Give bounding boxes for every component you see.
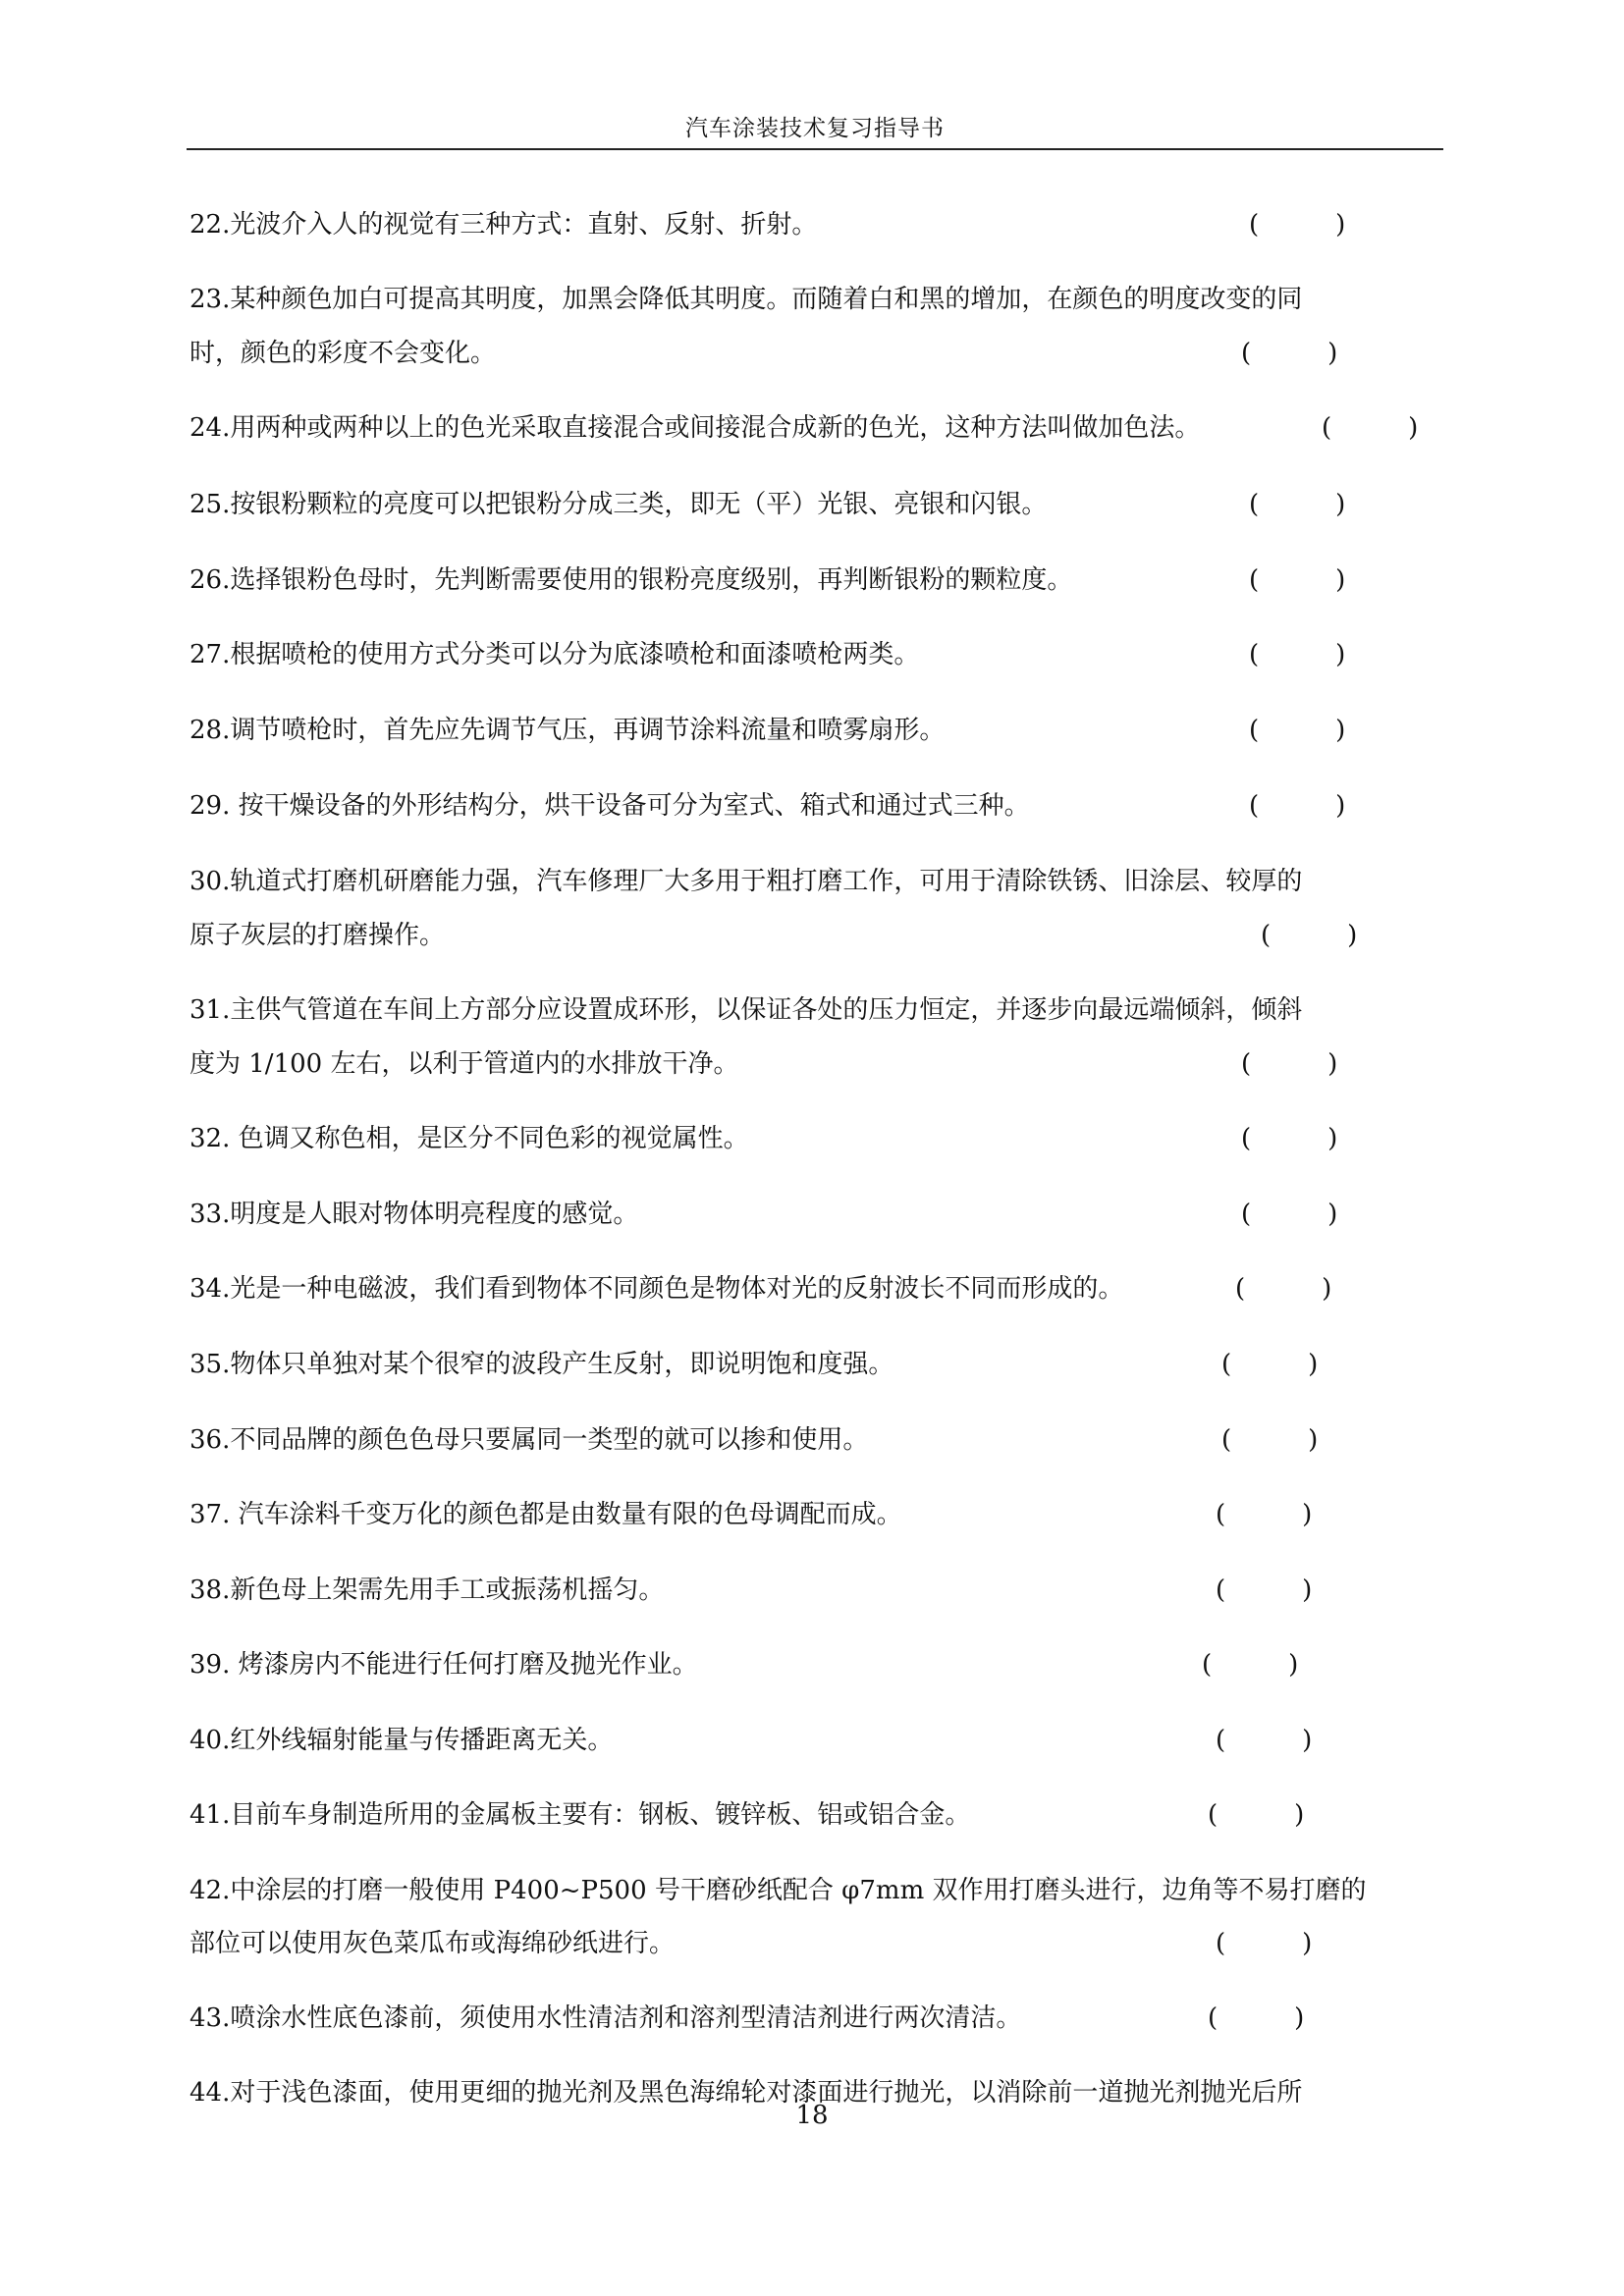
question-25: 25.按银粉颗粒的亮度可以把银粉分成三类，即无（平）光银、亮银和闪银。 bbox=[189, 490, 1048, 519]
question-27: 27.根据喷枪的使用方式分类可以分为底漆喷枪和面漆喷枪两类。 bbox=[189, 640, 920, 669]
answer-blank-32[interactable]: ( ) bbox=[1241, 1124, 1338, 1153]
answer-blank-35[interactable]: ( ) bbox=[1221, 1350, 1319, 1379]
page-header-title: 汽车涂装技术复习指导书 bbox=[685, 116, 945, 141]
question-44: 44.对于浅色漆面，使用更细的抛光剂及黑色海绵轮对漆面进行抛光，以消除前一道抛光剂抛光后所 bbox=[189, 2078, 1303, 2108]
answer-blank-39[interactable]: ( ) bbox=[1202, 1650, 1299, 1680]
answer-blank-30[interactable]: ( ) bbox=[1261, 921, 1358, 950]
answer-blank-37[interactable]: ( ) bbox=[1216, 1500, 1313, 1529]
question-40: 40.红外线辐射能量与传播距离无关。 bbox=[189, 1726, 614, 1755]
answer-blank-22[interactable]: ( ) bbox=[1249, 210, 1346, 240]
answer-blank-29[interactable]: ( ) bbox=[1249, 791, 1346, 821]
question-23: 23.某种颜色加白可提高其明度，加黑会降低其明度。而随着白和黑的增加，在颜色的明度改变的同 bbox=[189, 285, 1303, 314]
answer-blank-36[interactable]: ( ) bbox=[1221, 1425, 1319, 1455]
answer-blank-43[interactable]: ( ) bbox=[1208, 2003, 1305, 2033]
question-37: 37. 汽车涂料千变万化的颜色都是由数量有限的色母调配而成。 bbox=[189, 1500, 902, 1529]
answer-blank-41[interactable]: ( ) bbox=[1208, 1800, 1305, 1830]
question-33: 33.明度是人眼对物体明亮程度的感觉。 bbox=[189, 1200, 639, 1229]
answer-blank-38[interactable]: ( ) bbox=[1216, 1575, 1313, 1605]
answer-blank-26[interactable]: ( ) bbox=[1249, 565, 1346, 595]
question-39: 39. 烤漆房内不能进行任何打磨及抛光作业。 bbox=[189, 1650, 698, 1680]
question-41: 41.目前车身制造所用的金属板主要有：钢板、镀锌板、铝或铝合金。 bbox=[189, 1800, 971, 1830]
question-30: 30.轨道式打磨机研磨能力强，汽车修理厂大多用于粗打磨工作，可用于清除铁锈、旧涂层、较厚的 bbox=[189, 867, 1303, 896]
answer-blank-34[interactable]: ( ) bbox=[1235, 1274, 1332, 1304]
question-26: 26.选择银粉色母时，先判断需要使用的银粉亮度级别，再判断银粉的颗粒度。 bbox=[189, 565, 1073, 595]
question-23-continued: 时，颜色的彩度不会变化。 bbox=[189, 339, 497, 368]
question-36: 36.不同品牌的颜色色母只要属同一类型的就可以掺和使用。 bbox=[189, 1425, 869, 1455]
answer-blank-40[interactable]: ( ) bbox=[1216, 1726, 1313, 1755]
question-34: 34.光是一种电磁波，我们看到物体不同颜色是物体对光的反射波长不同而形成的。 bbox=[189, 1274, 1124, 1304]
answer-blank-23[interactable]: ( ) bbox=[1241, 339, 1338, 368]
answer-blank-42[interactable]: ( ) bbox=[1216, 1929, 1313, 1958]
question-38: 38.新色母上架需先用手工或振荡机摇匀。 bbox=[189, 1575, 665, 1605]
question-29: 29. 按干燥设备的外形结构分，烘干设备可分为室式、箱式和通过式三种。 bbox=[189, 791, 1030, 821]
question-43: 43.喷涂水性底色漆前，须使用水性清洁剂和溶剂型清洁剂进行两次清洁。 bbox=[189, 2003, 1022, 2033]
question-32: 32. 色调又称色相，是区分不同色彩的视觉属性。 bbox=[189, 1124, 749, 1153]
question-31-continued: 度为 1/100 左右，以利于管道内的水排放干净。 bbox=[189, 1049, 739, 1079]
answer-blank-24[interactable]: ( ) bbox=[1322, 413, 1419, 443]
header-divider bbox=[187, 148, 1443, 150]
question-24: 24.用两种或两种以上的色光采取直接混合或间接混合成新的色光，这种方法叫做加色法。 bbox=[189, 413, 1201, 443]
question-35: 35.物体只单独对某个很窄的波段产生反射，即说明饱和度强。 bbox=[189, 1350, 894, 1379]
answer-blank-31[interactable]: ( ) bbox=[1241, 1049, 1338, 1079]
page-number: 18 bbox=[795, 2101, 829, 2130]
answer-blank-25[interactable]: ( ) bbox=[1249, 490, 1346, 519]
question-42-continued: 部位可以使用灰色菜瓜布或海绵砂纸进行。 bbox=[189, 1929, 676, 1958]
question-30-continued: 原子灰层的打磨操作。 bbox=[189, 921, 446, 950]
answer-blank-27[interactable]: ( ) bbox=[1249, 640, 1346, 669]
answer-blank-28[interactable]: ( ) bbox=[1249, 716, 1346, 745]
answer-blank-33[interactable]: ( ) bbox=[1241, 1200, 1338, 1229]
question-42: 42.中涂层的打磨一般使用 P400~P500 号干磨砂纸配合 φ7mm 双作用打磨头进行，边角等不易打磨的 bbox=[189, 1876, 1367, 1905]
question-31: 31.主供气管道在车间上方部分应设置成环形，以保证各处的压力恒定，并逐步向最远端倾斜，倾斜 bbox=[189, 995, 1303, 1025]
question-22: 22.光波介入人的视觉有三种方式：直射、反射、折射。 bbox=[189, 210, 818, 240]
question-28: 28.调节喷枪时，首先应先调节气压，再调节涂料流量和喷雾扇形。 bbox=[189, 716, 946, 745]
